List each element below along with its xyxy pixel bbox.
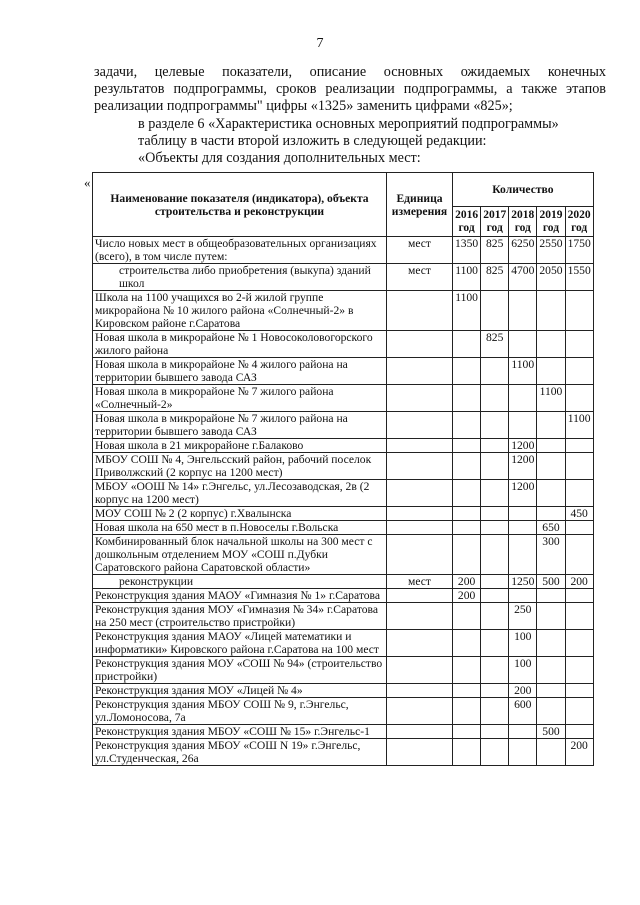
row-unit <box>387 412 453 439</box>
header-name: Наименование показателя (индикатора), объекта строительства и реконструкции <box>93 173 387 237</box>
row-value <box>453 453 481 480</box>
row-name: реконструкции <box>93 575 387 589</box>
row-name: Новая школа в микрорайоне № 1 Новосоколовогорского жилого района <box>93 331 387 358</box>
row-value <box>481 684 509 698</box>
row-name: Реконструкция здания МАОУ «Лицей математики и информатики» Кировского района г.Саратова на 100 мест <box>93 630 387 657</box>
row-value <box>481 480 509 507</box>
table-row <box>93 480 594 507</box>
row-unit <box>387 657 453 684</box>
row-value <box>509 589 537 603</box>
row-value: 1100 <box>509 358 537 385</box>
row-value <box>453 331 481 358</box>
row-value <box>453 385 481 412</box>
row-value <box>565 589 593 603</box>
row-value <box>453 521 481 535</box>
row-value: 1750 <box>565 237 593 264</box>
row-value: 200 <box>565 739 593 766</box>
table-header <box>93 173 594 237</box>
row-value <box>509 412 537 439</box>
row-value: 825 <box>481 237 509 264</box>
row-value: 1100 <box>453 264 481 291</box>
row-unit <box>387 603 453 630</box>
table-row <box>93 453 594 480</box>
row-value: 1100 <box>453 291 481 331</box>
open-quote-mark: « <box>84 175 91 190</box>
row-value <box>481 657 509 684</box>
row-unit <box>387 291 453 331</box>
row-value <box>453 412 481 439</box>
row-value: 200 <box>565 575 593 589</box>
intro-line: задачи, целевые показатели, описание основных ожидаемых конечных <box>94 64 606 80</box>
row-value <box>537 480 565 507</box>
row-name: строительства либо приобретения (выкупа) зданий школ <box>93 264 387 291</box>
row-unit <box>387 521 453 535</box>
row-value <box>481 535 509 575</box>
row-unit <box>387 385 453 412</box>
row-unit: мест <box>387 237 453 264</box>
table-row <box>93 507 594 521</box>
row-value: 4700 <box>509 264 537 291</box>
row-value <box>565 657 593 684</box>
table-row <box>93 535 594 575</box>
row-unit <box>387 725 453 739</box>
table-row <box>93 331 594 358</box>
row-value <box>481 385 509 412</box>
row-value <box>481 453 509 480</box>
row-unit <box>387 358 453 385</box>
header-quantity: Количество <box>453 173 594 207</box>
table-row <box>93 698 594 725</box>
table-row <box>93 575 594 589</box>
row-value <box>453 725 481 739</box>
row-value <box>509 725 537 739</box>
row-unit <box>387 331 453 358</box>
row-value: 100 <box>509 657 537 684</box>
row-value <box>481 739 509 766</box>
row-value <box>509 331 537 358</box>
row-value <box>453 603 481 630</box>
table-row <box>93 237 594 264</box>
row-value <box>537 453 565 480</box>
row-unit <box>387 698 453 725</box>
row-value <box>537 331 565 358</box>
row-value <box>565 480 593 507</box>
row-value <box>537 684 565 698</box>
row-value <box>565 698 593 725</box>
row-value <box>453 439 481 453</box>
row-unit <box>387 684 453 698</box>
row-name: Реконструкция здания МБОУ «СОШ N 19» г.Энгельс, ул.Студенческая, 26а <box>93 739 387 766</box>
row-value <box>453 480 481 507</box>
row-value <box>481 439 509 453</box>
row-value <box>565 725 593 739</box>
header-year: 2019 год <box>537 207 565 237</box>
row-value <box>537 412 565 439</box>
row-value <box>453 739 481 766</box>
table-row <box>93 521 594 535</box>
row-value: 600 <box>509 698 537 725</box>
row-value <box>453 358 481 385</box>
intro-paragraph <box>94 64 606 115</box>
row-value <box>509 291 537 331</box>
row-value: 825 <box>481 331 509 358</box>
row-value: 1250 <box>509 575 537 589</box>
section-line: таблицу в части второй изложить в следующей редакции: <box>138 133 487 149</box>
row-name: Новая школа на 650 мест в п.Новоселы г.Вольска <box>93 521 387 535</box>
table-row <box>93 603 594 630</box>
row-value <box>537 698 565 725</box>
row-name: Новая школа в 21 микрорайоне г.Балаково <box>93 439 387 453</box>
row-value <box>565 385 593 412</box>
table-row <box>93 739 594 766</box>
row-value: 200 <box>453 575 481 589</box>
row-value <box>565 439 593 453</box>
page-number: 7 <box>316 36 324 51</box>
row-value <box>481 291 509 331</box>
row-name: Новая школа в микрорайоне № 7 жилого района на территории бывшего завода САЗ <box>93 412 387 439</box>
objects-table <box>92 172 594 766</box>
row-name: Школа на 1100 учащихся во 2-й жилой группе микрорайона № 10 жилого района «Солнечный-2» в Кировском районе г.Саратова <box>93 291 387 331</box>
header-year: 2017 год <box>481 207 509 237</box>
row-unit <box>387 480 453 507</box>
row-name: Реконструкция здания МБОУ СОШ № 9, г.Энгельс, ул.Ломоносова, 7а <box>93 698 387 725</box>
row-unit <box>387 589 453 603</box>
row-value: 2050 <box>537 264 565 291</box>
row-value: 1100 <box>565 412 593 439</box>
row-value <box>453 684 481 698</box>
intro-line: результатов подпрограммы, сроков реализации подпрограммы, а также этапов <box>94 81 606 97</box>
row-value <box>481 575 509 589</box>
table-row <box>93 291 594 331</box>
row-value <box>509 385 537 412</box>
row-unit <box>387 439 453 453</box>
row-value <box>537 507 565 521</box>
header-year: 2016 год <box>453 207 481 237</box>
row-value: 200 <box>509 684 537 698</box>
row-value <box>453 698 481 725</box>
table-row <box>93 385 594 412</box>
row-name: МБОУ «ООШ № 14» г.Энгельс, ул.Лесозаводская, 2в (2 корпус на 1200 мест) <box>93 480 387 507</box>
row-value <box>481 589 509 603</box>
row-value: 825 <box>481 264 509 291</box>
row-value <box>537 291 565 331</box>
row-unit <box>387 739 453 766</box>
row-value <box>537 439 565 453</box>
row-value <box>565 331 593 358</box>
row-value: 500 <box>537 725 565 739</box>
table-row <box>93 439 594 453</box>
row-value: 650 <box>537 521 565 535</box>
row-value <box>453 630 481 657</box>
row-name: Реконструкция здания МОУ «Лицей № 4» <box>93 684 387 698</box>
row-value: 1100 <box>537 385 565 412</box>
row-value: 1550 <box>565 264 593 291</box>
row-value <box>565 453 593 480</box>
section-line: «Объекты для создания дополнительных мест: <box>138 150 421 166</box>
table-row <box>93 630 594 657</box>
row-value <box>565 291 593 331</box>
table-row <box>93 657 594 684</box>
row-unit <box>387 453 453 480</box>
row-value <box>565 535 593 575</box>
row-name: Реконструкция здания МОУ «Гимназия № 34» г.Саратова на 250 мест (строительство пристройки) <box>93 603 387 630</box>
row-value <box>453 535 481 575</box>
row-name: Реконструкция здания МОУ «СОШ № 94» (строительство пристройки) <box>93 657 387 684</box>
row-value <box>509 739 537 766</box>
table-row <box>93 412 594 439</box>
row-value: 1200 <box>509 480 537 507</box>
row-value <box>565 684 593 698</box>
row-value <box>453 657 481 684</box>
row-value: 1200 <box>509 453 537 480</box>
header-unit: Единица измерения <box>387 173 453 237</box>
row-value <box>537 358 565 385</box>
row-value: 2550 <box>537 237 565 264</box>
row-value <box>481 603 509 630</box>
row-value <box>481 630 509 657</box>
row-name: МОУ СОШ № 2 (2 корпус) г.Хвалынска <box>93 507 387 521</box>
row-unit <box>387 507 453 521</box>
row-value: 100 <box>509 630 537 657</box>
row-value <box>509 521 537 535</box>
row-value <box>481 521 509 535</box>
row-value <box>509 535 537 575</box>
row-value <box>565 603 593 630</box>
intro-line: реализации подпрограммы" цифры «1325» заменить цифрами «825»; <box>94 98 513 114</box>
row-value: 6250 <box>509 237 537 264</box>
row-value <box>481 725 509 739</box>
row-value <box>481 698 509 725</box>
table-row <box>93 684 594 698</box>
row-value <box>481 358 509 385</box>
row-unit <box>387 630 453 657</box>
row-value <box>453 507 481 521</box>
row-unit: мест <box>387 575 453 589</box>
row-value <box>537 630 565 657</box>
row-name: Реконструкция здания МБОУ «СОШ № 15» г.Энгельс-1 <box>93 725 387 739</box>
table-body <box>93 237 594 766</box>
row-value <box>509 507 537 521</box>
row-unit <box>387 535 453 575</box>
row-value: 300 <box>537 535 565 575</box>
row-value: 250 <box>509 603 537 630</box>
row-name: МБОУ СОШ № 4, Энгельсский район, рабочий поселок Приволжский (2 корпус на 1200 мест) <box>93 453 387 480</box>
row-value <box>565 358 593 385</box>
table-row <box>93 725 594 739</box>
row-name: Число новых мест в общеобразовательных организациях (всего), в том числе путем: <box>93 237 387 264</box>
row-value <box>537 657 565 684</box>
header-year: 2018 год <box>509 207 537 237</box>
section-paragraph <box>94 116 606 167</box>
row-value: 200 <box>453 589 481 603</box>
row-value: 1350 <box>453 237 481 264</box>
row-name: Комбинированный блок начальной школы на 300 мест с дошкольным отделением МОУ «СОШ п.Дубки Саратовского района Саратовской области» <box>93 535 387 575</box>
table-row <box>93 264 594 291</box>
row-value <box>537 603 565 630</box>
row-value: 450 <box>565 507 593 521</box>
row-value <box>565 521 593 535</box>
row-name: Реконструкция здания МАОУ «Гимназия № 1» г.Саратова <box>93 589 387 603</box>
header-year: 2020 год <box>565 207 593 237</box>
row-name: Новая школа в микрорайоне № 7 жилого района «Солнечный-2» <box>93 385 387 412</box>
row-value <box>481 507 509 521</box>
row-name: Новая школа в микрорайоне № 4 жилого района на территории бывшего завода САЗ <box>93 358 387 385</box>
row-unit: мест <box>387 264 453 291</box>
row-value: 500 <box>537 575 565 589</box>
row-value <box>537 739 565 766</box>
row-value <box>537 589 565 603</box>
row-value <box>481 412 509 439</box>
table-row <box>93 358 594 385</box>
table-row <box>93 589 594 603</box>
section-line: в разделе 6 «Характеристика основных мероприятий подпрограммы» <box>138 116 559 132</box>
row-value <box>565 630 593 657</box>
row-value: 1200 <box>509 439 537 453</box>
